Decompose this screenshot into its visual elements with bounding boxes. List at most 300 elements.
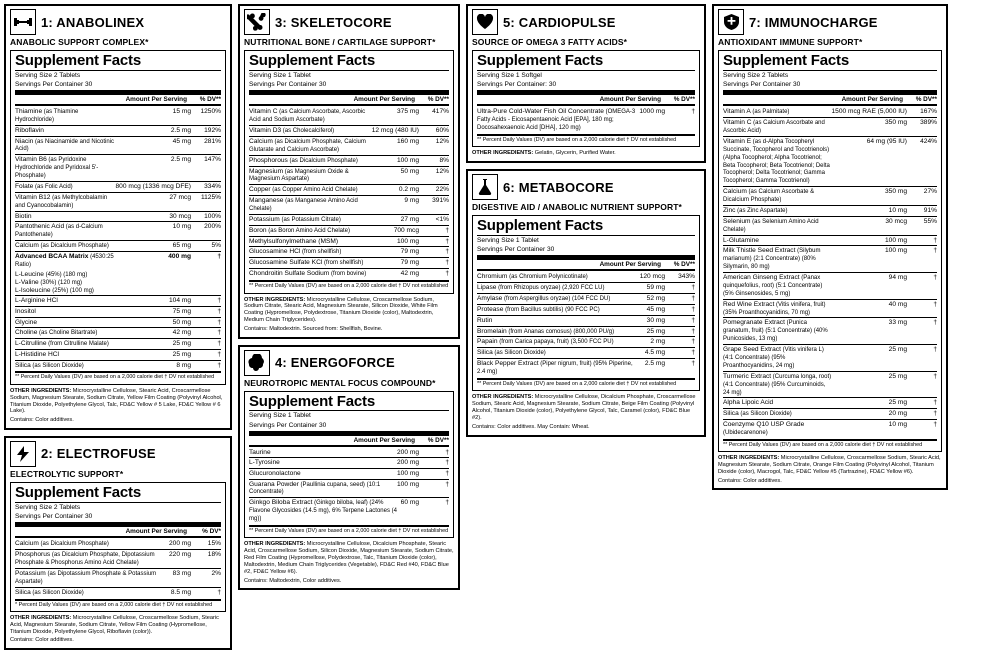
nutrient-dv: 1125% [191, 192, 221, 211]
column-3 [466, 4, 706, 659]
nutrient-dv: † [691, 360, 695, 368]
other-ingredients-text: Microcrystalline Cellulose, Croscarmellose Sodium, Stearic Acid, Magnesium Stearate, Sodium Citrate, Orange Film Coating (Polyvinyl Alcohol, Titanium Dioxide (color), Macrogol, Talc, FD&C Yellow #5 (Tartrazine), FD&C Yellow #6). [718, 455, 941, 475]
nutrient-amount: 8.5 mg [170, 588, 191, 596]
nutrient-name: Folate (as Folic Acid) [15, 182, 116, 193]
nutrient-dv: † [191, 317, 221, 328]
contains-note [718, 478, 942, 485]
nutrient-dv: † [907, 299, 937, 318]
nutrient-amount: 30 mcg [116, 211, 192, 222]
nutrient-amount: 2.5 mg [644, 360, 665, 368]
nutrient-dv: 60% [419, 126, 449, 137]
facts-table-7 [723, 107, 937, 437]
contains-note [472, 424, 700, 431]
table-row [477, 359, 695, 377]
nutrient-dv: <1% [419, 215, 449, 226]
contains-note [244, 578, 454, 585]
table-row [249, 258, 449, 269]
table-row [15, 539, 221, 549]
column-4 [712, 4, 948, 659]
nutrient-name: Thiamine (as Thiamine Hydrochloride) [15, 107, 116, 125]
nutrient-amount: 15 mg [116, 107, 192, 125]
nutrient-name: Riboflavin [15, 126, 116, 137]
nutrient-amount: 42 mg [116, 328, 192, 339]
nutrient-dv: † [907, 345, 937, 372]
serving-size: Serving Size 2 Tablets [15, 503, 81, 511]
nutrient-amount: 8 mg [176, 361, 191, 369]
table-row [723, 235, 937, 246]
nutrient-amount: 100 mg [397, 468, 419, 479]
panel-title: Supplement Facts [477, 217, 603, 235]
other-ingredients-label: OTHER INGREDIENTS: [472, 150, 534, 157]
table-row [15, 349, 221, 360]
servings-per-container: Servings Per Container 30 [723, 80, 801, 88]
nutrient-dv: † [419, 258, 449, 269]
table-row [249, 458, 449, 469]
nutrient-dv: † [191, 296, 221, 307]
nutrient-amount: 0.2 mg [372, 185, 419, 196]
nutrient-name: Silica (as Silicon Dioxide) [15, 588, 84, 596]
table-row [249, 448, 449, 458]
nutrient-name: Glucosamine Sulfate KCl (from shellfish) [249, 258, 372, 269]
serving-size: Serving Size 2 Tablets [15, 71, 81, 79]
servings-per-container: Servings Per Container 30 [249, 80, 327, 88]
product-panel-metabocore [466, 169, 706, 436]
nutrient-name: Bromelain (from Ananas comosus) (800,000 PU/g) [477, 326, 640, 337]
nutrient-dv: † [665, 326, 695, 337]
dv-header: % DV** [199, 96, 221, 104]
contains-label: Contains: [244, 577, 268, 584]
nutrient-amount: 1500 mcg RAE (5,000 IU) [832, 107, 908, 117]
nutrient-dv: † [419, 236, 449, 247]
table-row [15, 550, 221, 569]
table-row [249, 166, 449, 185]
nutrient-amount: 27 mg [372, 215, 419, 226]
nutrient-name: L-Glutamine [723, 235, 832, 246]
brain-icon [244, 350, 270, 376]
table-row [15, 251, 221, 269]
table-header [249, 96, 449, 103]
table-row [477, 283, 695, 294]
other-ingredients-label: OTHER INGREDIENTS: [10, 614, 72, 621]
table-row [723, 318, 937, 345]
nutrient-name: Potassium (as Potassium Citrate) [249, 215, 372, 226]
nutrient-dv: 8% [419, 155, 449, 166]
nutrient-dv: 192% [191, 126, 221, 137]
nutrient-dv: † [907, 408, 937, 419]
table-row [249, 126, 449, 137]
table-row [723, 398, 937, 409]
table-row [249, 236, 449, 247]
nutrient-amount: 350 mg [832, 118, 908, 137]
nutrient-dv: † [907, 246, 937, 273]
product-header [244, 9, 454, 35]
nutrient-name: Taurine [249, 448, 397, 458]
nutrient-name: L-Tyrosine [249, 458, 397, 469]
nutrient-name: Guarana Powder (Paullinia cupana, seed) (10:1 Concentrate) [249, 479, 397, 498]
table-row [249, 215, 449, 226]
nutrient-name: American Ginseng Extract (Panax quinquefolius, root) (5:1 Concentrate) (5% Ginsenosides, 5 mg) [723, 272, 832, 299]
amount-header: Amount Per Serving [125, 96, 187, 104]
table-footnote: ** Percent Daily Values (DV) are based on a 2,000 calorie diet † DV not established [249, 528, 449, 534]
product-subtitle: ANABOLIC SUPPORT COMPLEX* [10, 37, 149, 47]
table-footnote: * Percent Daily Values (DV) are based on a 2,000 calorie diet † DV not established [15, 601, 213, 608]
nutrient-dv: † [419, 479, 449, 498]
table-row [249, 247, 449, 258]
nutrient-name: Black Pepper Extract (Piper nigrum, fruit) (95% Piperine, 2.4 mg) [477, 360, 633, 376]
table-header [477, 96, 695, 103]
other-ingredients [10, 388, 226, 415]
nutrient-amount: 200 mg [397, 458, 419, 469]
servings-per-container: Servings Per Container: 30 [477, 80, 557, 88]
column-1 [4, 4, 232, 659]
contains-text: Color additives. [35, 637, 74, 644]
amount-header: Amount Per Serving [353, 436, 415, 444]
nutrient-dv: 424% [907, 136, 937, 186]
nutrient-name: Milk Thistle Seed Extract (Silybum marianum) (2:1 Concentrate) (80% Silymarin, 80 mg) [723, 246, 832, 273]
dv-header: % DV* [202, 528, 221, 536]
nutrient-amount: 75 mg [116, 306, 192, 317]
nutrient-amount: 2.5 mg [116, 155, 192, 182]
table-row [15, 126, 221, 137]
nutrient-dv: † [419, 458, 449, 469]
nutrient-name: Phosphorous (as Dicalcium Phosphate) [249, 155, 372, 166]
table-row [249, 136, 449, 155]
facts-table-3 [249, 107, 449, 279]
serving-size: Serving Size 2 Tablets [723, 71, 789, 79]
table-row [723, 118, 937, 137]
nutrient-amount: 20 mg [832, 408, 908, 419]
nutrient-dv: 12% [419, 166, 449, 185]
nutrient-dv: 417% [419, 107, 449, 125]
nutrient-name: Biotin [15, 211, 116, 222]
nutrient-name: Ginkgo Biloba Extract (Ginkgo biloba, leaf) (24% Flavone Glycosides (14.5 mg), 6% Terpene Lactones (4 mg)) [249, 499, 397, 523]
contains-text: Maltodextrin. Sourced from: Shellfish, Bovine. [269, 325, 383, 332]
nutrient-dv: 391% [419, 196, 449, 215]
nutrient-amount: 25 mg [116, 339, 192, 350]
nutrient-amount: 25 mg [116, 349, 192, 360]
table-row [477, 294, 695, 305]
nutrient-amount: 2 mg [640, 337, 665, 348]
table-row [249, 269, 449, 279]
table-row [15, 360, 221, 370]
nutrient-amount: 9 mg [372, 196, 419, 215]
nutrient-name: Magnesium (as Magnesium Oxide & Magnesium Aspartate) [249, 166, 372, 185]
contains-text: Color additives. [35, 417, 74, 424]
table-row [15, 192, 221, 211]
amount-header: Amount Per Serving [599, 96, 661, 104]
nutrient-dv: † [419, 225, 449, 236]
contains-text: Color additives. May Contain: Wheat. [497, 423, 590, 430]
table-row [15, 317, 221, 328]
nutrient-amount: 12 mcg (480 IU) [372, 126, 419, 137]
table-row [723, 206, 937, 217]
amount-header: Amount Per Serving [599, 261, 661, 269]
nutrient-amount: 52 mg [640, 294, 665, 305]
table-row [723, 419, 937, 437]
nutrient-name: Coenzyme Q10 USP Grade (Ubidecarenone) [723, 420, 805, 436]
nutrient-name: Choline (as Choline Bitartrate) [15, 328, 116, 339]
contains-label: Contains: [718, 477, 742, 484]
nutrient-amount: 10 mg [116, 222, 192, 241]
matrix-items [15, 270, 221, 296]
nutrient-name: L-Arginine HCl [15, 296, 116, 307]
nutrient-name: Copper (as Copper Amino Acid Chelate) [249, 185, 372, 196]
table-row [249, 498, 449, 524]
nutrient-dv: 1250% [191, 107, 221, 125]
dv-header: % DV** [427, 436, 449, 444]
nutrient-name: Red Wine Extract (Vitis vinifera, fruit) (35% Proanthocyanidins, 70 mg) [723, 299, 832, 318]
contains-note [10, 637, 226, 644]
dv-header: % DV** [673, 261, 695, 269]
dumbbell-icon [10, 9, 36, 35]
flask-icon [472, 174, 498, 200]
product-subtitle: NEUROTROPIC MENTAL FOCUS COMPOUND* [244, 377, 436, 388]
nutrient-dv: 343% [665, 272, 695, 282]
table-row-sublist [15, 270, 221, 296]
nutrient-amount: 100 mg [832, 246, 908, 273]
product-subtitle: ANTIOXIDANT IMMUNE SUPPORT* [718, 37, 863, 47]
nutrient-name: Niacin (as Niacinamide and Nicotinic Acid) [15, 136, 116, 155]
nutrient-name: L-Citrulline (from Citrulline Malate) [15, 339, 116, 350]
contains-label: Contains: [472, 423, 496, 430]
table-row [723, 345, 937, 372]
nutrient-dv: † [665, 305, 695, 316]
nutrient-dv: 12% [419, 136, 449, 155]
contains-text: Maltodextrin, Color additives. [269, 577, 342, 584]
nutrient-dv: 27% [907, 187, 937, 206]
facts-table-1 [15, 107, 221, 370]
amount-header: Amount Per Serving [353, 96, 415, 104]
product-title: 7: IMMUNOCHARGE [749, 14, 878, 30]
product-title: 1: ANABOLINEX [41, 14, 145, 30]
serving-size: Serving Size 1 Softgel [477, 71, 542, 79]
bolt-icon [10, 441, 36, 467]
other-ingredients [472, 394, 700, 421]
other-ingredients-label: OTHER INGREDIENTS: [10, 387, 72, 394]
table-footnote: ** Percent Daily Values (DV) are based on a 2,000 calorie diet † DV not established [477, 381, 677, 387]
nutrient-dv: 200% [191, 222, 221, 241]
nutrient-name: Turmeric Extract (Curcuma longa, root) (4:1 Concentrate) (95% Curcuminoids, 24 mg) [723, 371, 832, 398]
nutrient-amount: 64 mg (95 IU) [832, 136, 908, 186]
table-row [723, 107, 937, 117]
nutrient-dv: † [907, 235, 937, 246]
serving-size: Serving Size 1 Tablet [249, 71, 311, 79]
table-row [477, 326, 695, 337]
nutrient-amount: 100 mg [372, 236, 419, 247]
nutrient-name: Vitamin C (as Calcium Ascorbate and Ascorbic Acid) [723, 118, 832, 137]
nutrient-name: Methylsulfonylmethane (MSM) [249, 236, 372, 247]
nutrient-amount: 42 mg [400, 270, 419, 278]
supplement-facts-panel [10, 50, 226, 385]
nutrient-dv: † [665, 283, 695, 294]
table-row [15, 107, 221, 125]
dv-header: % DV** [427, 96, 449, 104]
nutrient-name: Manganese (as Manganese Amino Acid Chelate) [249, 196, 372, 215]
nutrient-amount: 30 mcg [832, 216, 908, 235]
nutrient-amount: 100 mg [397, 479, 419, 498]
nutrient-dv: 389% [907, 118, 937, 137]
table-footnote: ** Percent Daily Values (DV) are based on a 2,000 calorie diet † DV not established [249, 283, 449, 290]
table-row [249, 107, 449, 125]
nutrient-dv: 147% [191, 155, 221, 182]
nutrient-name: Vitamin E (as d-Alpha Tocopheryl Succinate, Tocopherol and Tocotrienols) (Alpha Tocopherol; Alpha Tocotrienol; Beta Tocopherol; Beta Tocotrienol; Delta Tocopherol; Delta Tocotrienol; Gamma Tocopherol; Gamma Tocotrienol) [723, 136, 832, 186]
nutrient-dv: † [907, 318, 937, 345]
nutrient-name: Silica (as Silicon Dioxide) [477, 348, 640, 359]
supplement-facts-panel [244, 50, 454, 294]
product-panel-energoforce [238, 345, 460, 591]
table-row [249, 155, 449, 166]
product-subtitle: DIGESTIVE AID / ANABOLIC NUTRIENT SUPPORT* [472, 202, 682, 213]
table-row [15, 241, 221, 252]
nutrient-name: Protease (from Bacillus subtilis) (90 FCC PC) [477, 305, 640, 316]
facts-table-6 [477, 272, 695, 377]
table-row [249, 196, 449, 215]
nutrient-amount: 200 mg [169, 539, 191, 549]
product-header [244, 350, 454, 376]
nutrient-name: Calcium (as Dicalcium Phosphate) [15, 241, 116, 252]
table-header [15, 528, 221, 535]
nutrient-name: Advanced BCAA Matrix (4530:25 Ratio) [15, 252, 114, 268]
other-ingredients [10, 615, 226, 635]
table-row [15, 587, 221, 597]
nutrient-amount: 83 mg [169, 568, 191, 587]
nutrient-dv: † [191, 339, 221, 350]
nutrient-amount: 45 mg [116, 136, 192, 155]
nutrient-dv: † [419, 468, 449, 479]
nutrient-dv: † [191, 349, 221, 360]
nutrient-name: Vitamin A (as Palmitate) [723, 107, 832, 117]
nutrient-name: Silica (as Silicon Dioxide) [723, 408, 832, 419]
nutrient-amount: 400 mg [168, 252, 191, 260]
nutrient-dv: † [665, 315, 695, 326]
table-row [723, 408, 937, 419]
nutrient-amount: 160 mg [372, 136, 419, 155]
nutrient-name: Phosphorus (as Dicalcium Phosphate, Dipotassium Phosphate & Phosphorus Amino Acid Chelate) [15, 550, 169, 569]
facts-table-4 [249, 448, 449, 524]
nutrient-amount: 59 mg [640, 283, 665, 294]
nutrient-name: Glycine [15, 317, 116, 328]
table-row [723, 272, 937, 299]
dv-header: % DV** [915, 96, 937, 104]
nutrient-amount: 33 mg [832, 318, 908, 345]
nutrient-amount: 30 mg [640, 315, 665, 326]
nutrient-amount: 40 mg [832, 299, 908, 318]
nutrient-dv: † [907, 272, 937, 299]
table-footnote: ** Percent Daily Values (DV) are based on a 2,000 calorie diet † DV not established [723, 441, 923, 448]
product-panel-electrofuse [4, 436, 232, 650]
contains-note [244, 326, 454, 333]
nutrient-amount: 65 mg [116, 241, 192, 252]
nutrient-dv: † [419, 448, 449, 458]
nutrient-dv: 2% [191, 568, 221, 587]
dv-header: % DV** [673, 96, 695, 104]
nutrient-name: L-Histidine HCl [15, 349, 116, 360]
table-header [15, 96, 221, 103]
panel-title: Supplement Facts [249, 52, 375, 69]
product-subtitle: ELECTROLYTIC SUPPORT* [10, 468, 124, 479]
servings-per-container: Servings Per Container 30 [477, 246, 555, 254]
table-row [477, 272, 695, 282]
nutrient-amount: 4.5 mg [640, 348, 665, 359]
nutrient-dv: † [907, 398, 937, 409]
nutrient-amount: 79 mg [372, 247, 419, 258]
supplement-facts-panel [10, 482, 226, 612]
nutrient-name: Calcium (as Calcium Ascorbate & Dicalcium Phosphate) [723, 187, 832, 206]
product-title: 4: ENERGOFORCE [275, 355, 395, 371]
table-row [15, 339, 221, 350]
product-header [718, 9, 942, 35]
table-row [15, 306, 221, 317]
amount-header: Amount Per Serving [125, 528, 187, 536]
nutrient-name: Silica (as Silicon Dioxide) [15, 361, 84, 369]
nutrient-name: Vitamin D3 (as Cholecalciferol) [249, 126, 372, 137]
facts-table-2 [15, 539, 221, 597]
nutrient-dv: † [445, 270, 449, 278]
product-header [10, 441, 226, 467]
product-panel-immunocharge [712, 4, 948, 490]
nutrient-name: Chromium (as Chromium Polynicotinate) [477, 272, 640, 282]
nutrient-amount: 375 mg [372, 107, 419, 125]
nutrient-name: Glucosamine HCl (from shellfish) [249, 247, 372, 258]
nutrient-amount: 104 mg [116, 296, 192, 307]
nutrient-dv: 91% [907, 206, 937, 217]
table-row [723, 136, 937, 186]
nutrient-dv: 55% [907, 216, 937, 235]
supplement-facts-panel [472, 215, 700, 391]
servings-per-container: Servings Per Container 30 [249, 421, 327, 429]
contains-label: Contains: [10, 637, 34, 644]
nutrient-amount: 700 mcg [372, 225, 419, 236]
nutrient-name: Zinc (as Zinc Aspartate) [723, 206, 832, 217]
nutrient-amount: 45 mg [640, 305, 665, 316]
nutrient-dv: 18% [191, 550, 221, 569]
nutrient-dv: † [665, 294, 695, 305]
nutrient-dv: † [665, 348, 695, 359]
product-panel-anabolinex [4, 4, 232, 430]
nutrient-amount: 800 mcg (1336 mcg DFE) [116, 182, 192, 193]
other-ingredients-text: Microcrystalline Cellulose, Croscarmellose Sodium, Stearic Acid, Magnesium Stearate, Sodium Citrate, Yellow Film Coating (Hypromellose, Titanium Dioxide, Polyethylene Glycol, Riboflavin (color)). [10, 614, 219, 635]
nutrient-name: Inositol [15, 306, 116, 317]
shield-icon [718, 9, 744, 35]
nutrient-amount: 350 mg [832, 187, 908, 206]
other-ingredients-text: Gelatin, Glycerin, Purified Water. [534, 150, 616, 157]
contains-label: Contains: [244, 325, 268, 332]
product-panel-skeletocore [238, 4, 460, 339]
nutrient-amount: 27 mcg [116, 192, 192, 211]
table-row [477, 305, 695, 316]
table-row [477, 315, 695, 326]
product-subtitle: SOURCE OF OMEGA 3 FATTY ACIDS* [472, 37, 628, 47]
panel-title: Supplement Facts [723, 52, 849, 69]
contains-label: Contains: [10, 417, 34, 424]
product-header [472, 174, 700, 200]
table-header [723, 96, 937, 103]
nutrient-name: Ultra-Pure Cold-Water Fish Oil Concentrate (OMEGA-3 Fatty Acids - Eicosapentaenoic Acid [EPA], 180 mg; Docosahexaenoic Acid [DHA], 120 mg) [477, 108, 636, 131]
matrix-item: L-Valine (30%) (120 mg) [15, 278, 83, 286]
other-ingredients-text: Microcrystalline Cellulose, Stearic Acid, Croscarmellose Sodium, Magnesium Stearate, Sodium Citrate, Yellow Film Coating (Polyvinyl Alcohol, Titanium Dioxide, Polyethylene Glycol, Talc, FD&C Yellow # 5 Lake, FD&C Yellow # 6 Lake). [10, 387, 223, 415]
column-2 [238, 4, 460, 659]
nutrient-dv: † [665, 337, 695, 348]
nutrient-dv: † [217, 361, 221, 369]
nutrient-name: Alpha Lipoic Acid [723, 398, 832, 409]
nutrient-name: Potassium (as Dipotassium Phosphate & Potassium Aspartate) [15, 568, 169, 587]
contains-text: Color additives. [743, 477, 782, 484]
nutrient-name: Pantothenic Acid (as d-Calcium Pantothenate) [15, 222, 116, 241]
columns-container [4, 4, 995, 659]
nutrient-name: Lipase (from Rhizopus oryzae) (2,920 FCC LU) [477, 283, 640, 294]
nutrient-name: Grape Seed Extract (Vitis vinifera L) (4:1 Concentrate) (95% Proanthocyanidins, 24 mg) [723, 345, 832, 372]
nutrient-amount: 120 mcg [640, 272, 665, 282]
